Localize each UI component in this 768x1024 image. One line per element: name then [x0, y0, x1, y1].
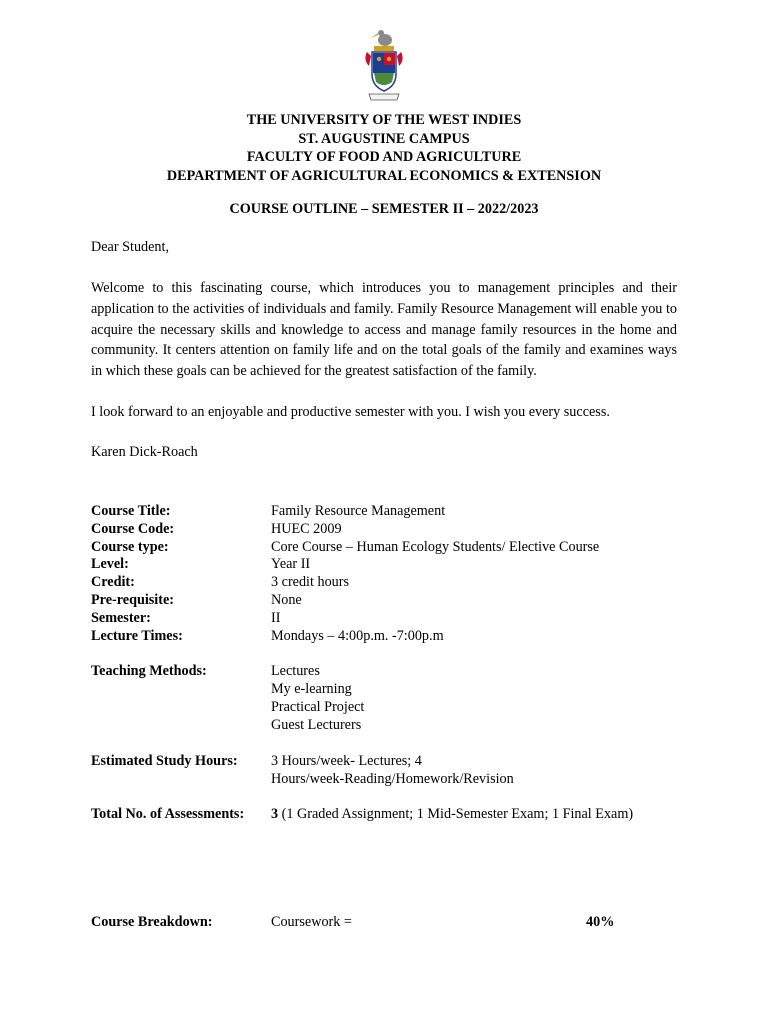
campus-name: ST. AUGUSTINE CAMPUS: [298, 130, 470, 147]
closing-line: I look forward to an enjoyable and productive semester with you. I wish you every success.: [91, 404, 610, 420]
prerequisite-value: None: [271, 592, 302, 608]
course-breakdown-label: Course Breakdown:: [91, 914, 213, 930]
lecture-times-value: Mondays – 4:00p.m. -7:00p.m: [271, 628, 444, 644]
assessments-label: Total No. of Assessments:: [91, 806, 245, 822]
coursework-percentage: 40%: [586, 914, 615, 930]
prerequisite-label: Pre-requisite:: [91, 592, 174, 608]
course-outline-title: COURSE OUTLINE – SEMESTER II – 2022/2023: [229, 201, 539, 217]
course-title-label: Course Title:: [91, 503, 171, 519]
signature: Karen Dick-Roach: [91, 444, 198, 460]
assessments-count: 3: [271, 806, 279, 822]
welcome-paragraph: Welcome to this fascinating course, which introduces you to management principles and their application to the activities of individuals and family. Family Resource Management will enable you to acquire the necessary skills and knowledge to access and manage family resources in the home and community. It centers attention on family life and on the total goals of the family and examines ways in which these goals can be achieved for the greatest satisfaction of the family.: [91, 280, 677, 380]
faculty-name: FACULTY OF FOOD AND AGRICULTURE: [246, 149, 522, 165]
credit-label: Credit:: [91, 574, 135, 590]
study-hours-label: Estimated Study Hours:: [91, 753, 238, 769]
teaching-method-item: My e-learning: [271, 681, 352, 697]
assessments-value: [271, 805, 681, 823]
assessments-detail: (1 Graded Assignment; 1 Mid-Semester Exam; 1 Final Exam): [278, 806, 634, 822]
department-name: DEPARTMENT OF AGRICULTURAL ECONOMICS & EXTENSION: [166, 167, 602, 184]
semester-label: Semester:: [91, 610, 151, 626]
level-label: Level:: [91, 556, 129, 572]
lecture-times-label: Lecture Times:: [91, 628, 183, 644]
teaching-method-item: Lectures: [271, 663, 320, 679]
credit-value: 3 credit hours: [271, 574, 350, 590]
course-code-value: HUEC 2009: [271, 521, 342, 537]
document-header: [0, 111, 768, 185]
teaching-methods-label: Teaching Methods:: [91, 663, 207, 679]
level-value: Year II: [271, 556, 311, 572]
coursework-item: Coursework =: [271, 914, 352, 930]
university-name: THE UNIVERSITY OF THE WEST INDIES: [246, 112, 522, 128]
salutation: Dear Student,: [91, 239, 170, 255]
teaching-method-item: Guest Lecturers: [271, 717, 362, 733]
course-code-label: Course Code:: [91, 521, 175, 537]
study-hours-line: Hours/week-Reading/Homework/Revision: [271, 771, 514, 787]
study-hours-value: [271, 752, 681, 788]
course-type-label: Course type:: [91, 539, 169, 555]
semester-value: II: [271, 610, 281, 626]
course-type-value: Core Course – Human Ecology Students/ Elective Course: [271, 539, 600, 555]
teaching-methods-list: [271, 662, 681, 734]
teaching-method-item: Practical Project: [271, 699, 365, 715]
study-hours-line: 3 Hours/week- Lectures; 4: [271, 753, 422, 769]
university-crest-icon: [359, 26, 409, 106]
course-title-value: Family Resource Management: [271, 503, 446, 519]
